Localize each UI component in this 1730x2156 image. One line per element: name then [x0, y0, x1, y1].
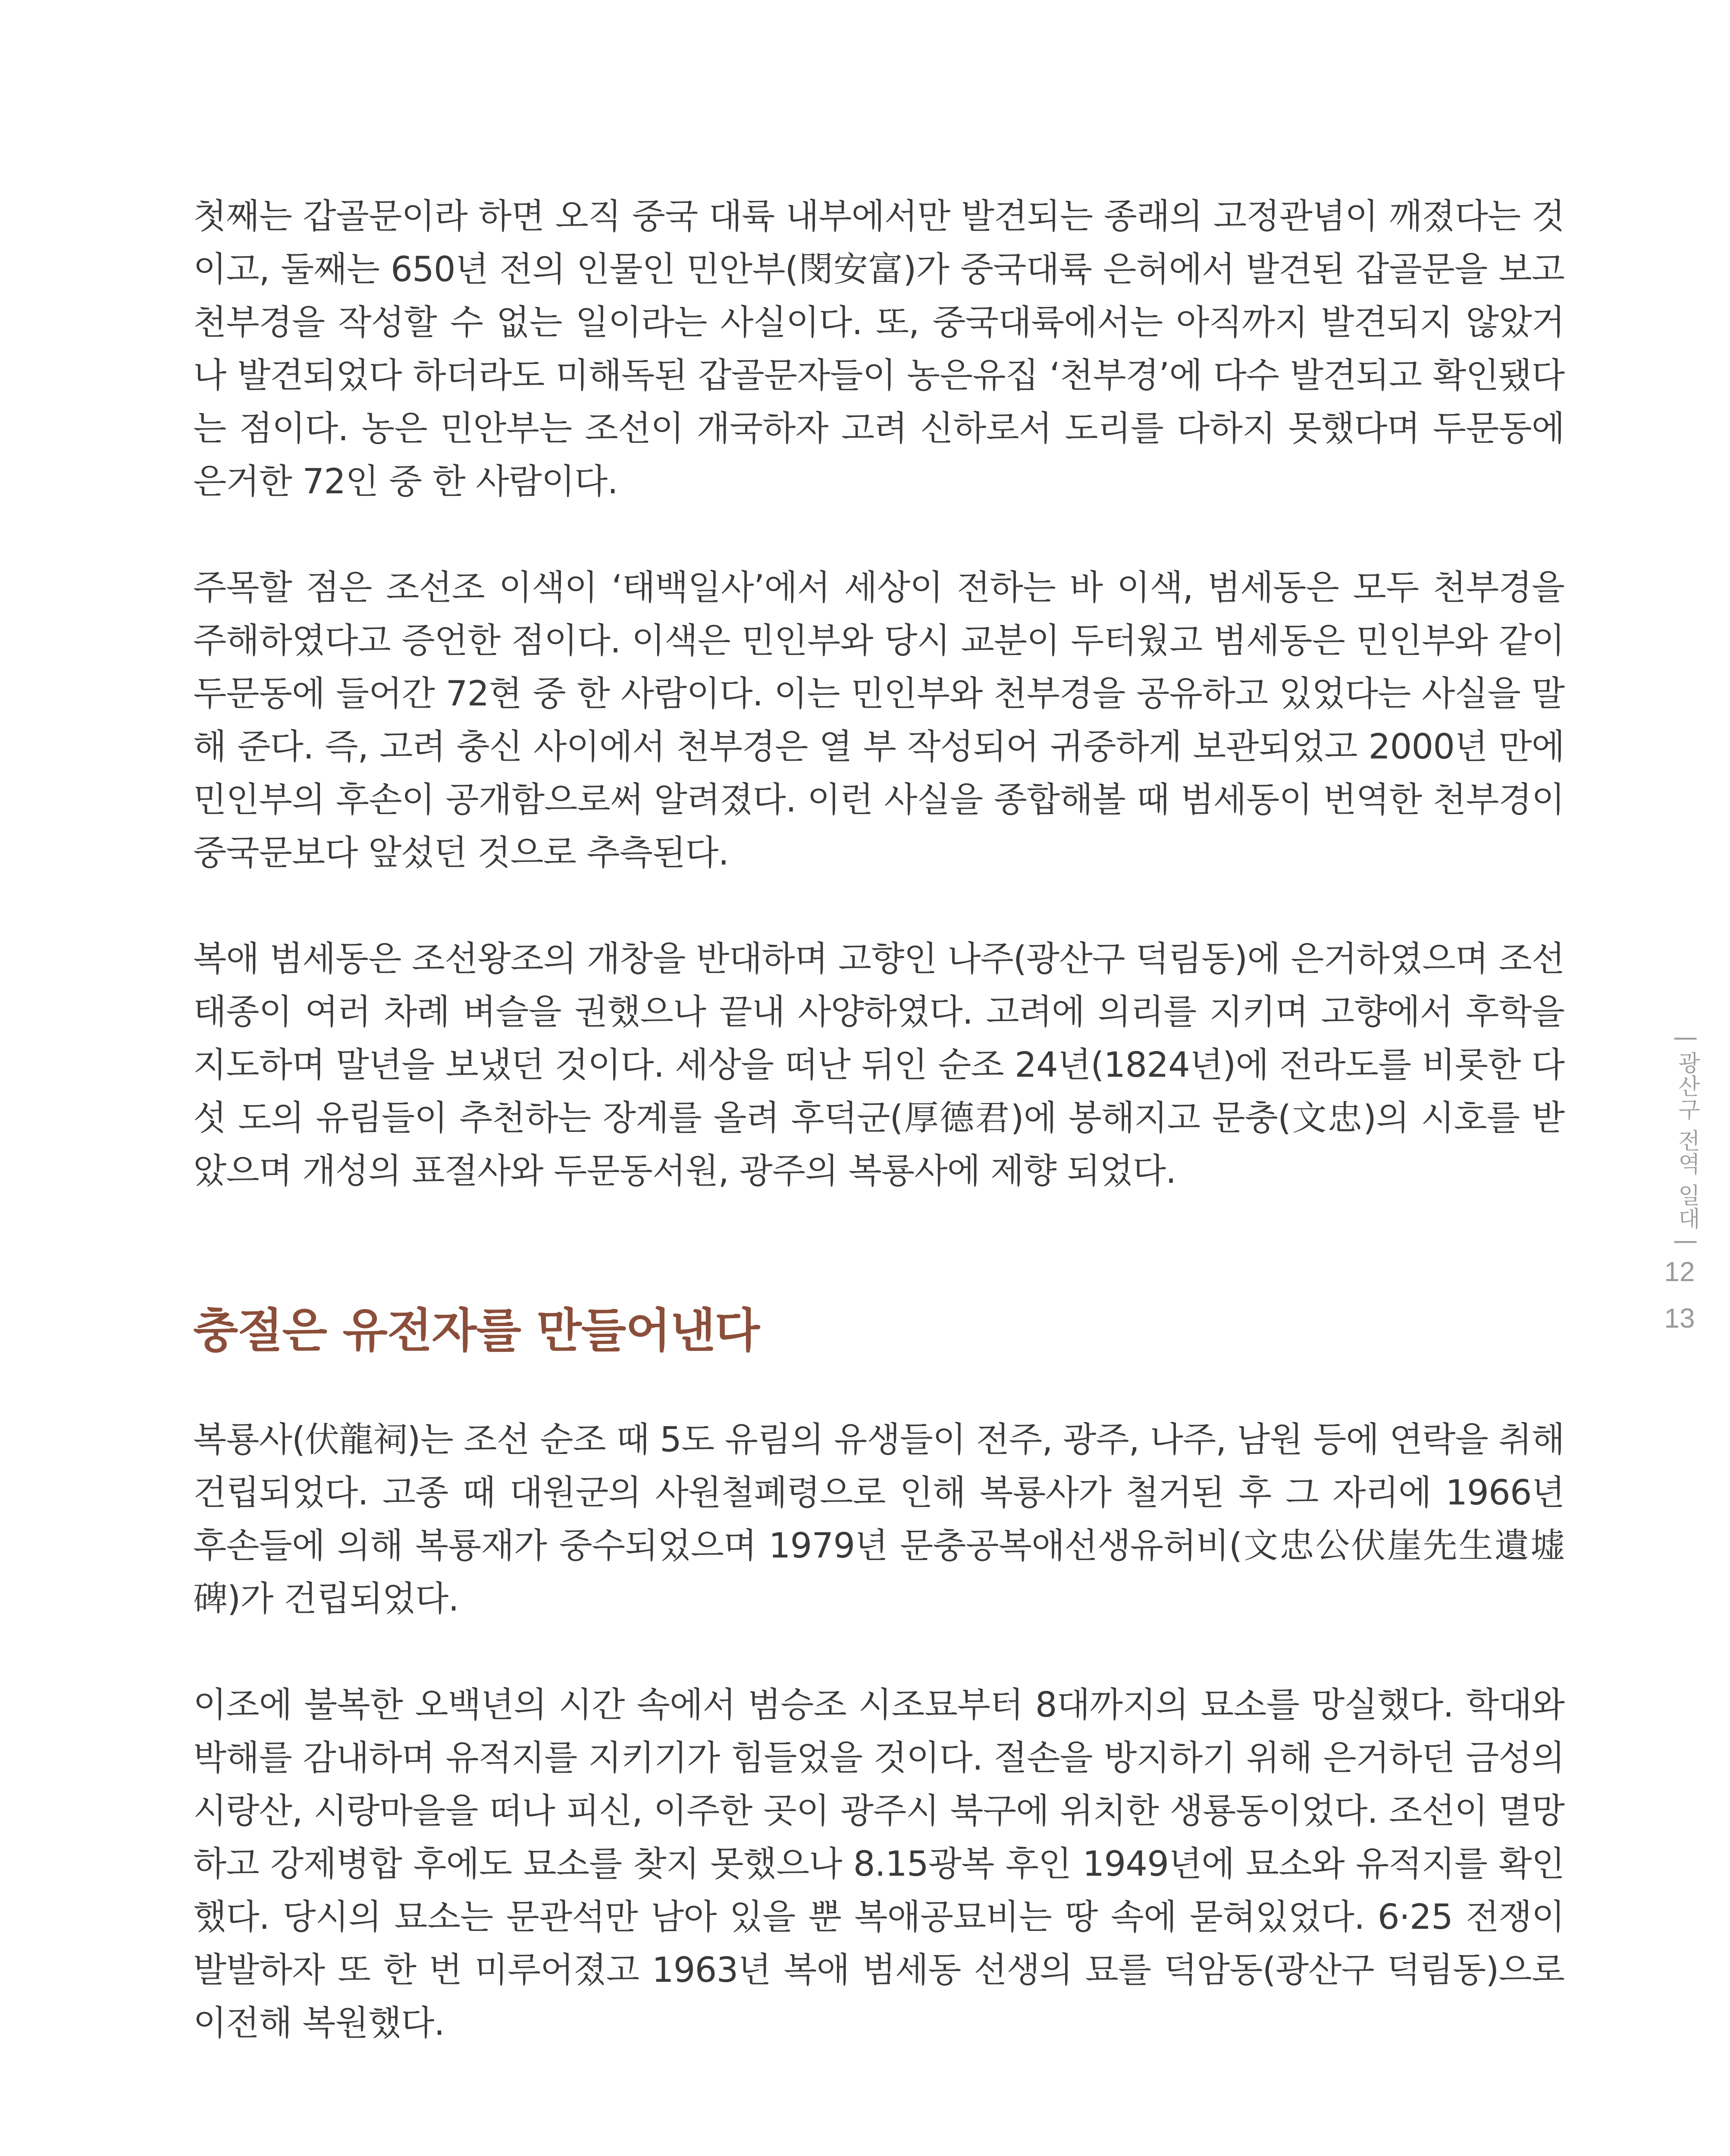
main-content	[193, 190, 1564, 2049]
section-heading: 충절은 유전자를 만들어낸다	[193, 1304, 760, 1358]
body-paragraph-2: 주목할 점은 조선조 이색이 ‘태백일사’에서 세상이 전하는 바 이색, 범세동은 모두 천부경을 주해하였다고 증언한 점이다. 이색은 민인부와 당시 교분이 두터웠고 범세동은 민인부와 같이 두문동에 들어간 72현 중 한 사람이다. 이는 민인부와 천부경을 공유하고 있었다는 사실을 말해 준다. 즉, 고려 충신 사이에서 천부경은 열 부 작성되어 귀중하게 보관되었고 2000년 만에 민인부의 후손이 공개함으로써 알려졌다. 이런 사실을 종합해볼 때 범세동이 번역한 천부경이 중국문보다 앞섰던 것으로 추측된다.	[193, 567, 1564, 873]
body-paragraph-4: 복룡사(伏龍祠)는 조선 순조 때 5도 유림의 유생들이 전주, 광주, 나주, 남원 등에 연락을 취해 건립되었다. 고종 때 대원군의 사원철폐령으로 인해 복룡사가 철거된 후 그 자리에 1966년 후손들에 의해 복룡재가 중수되었으며 1979년 문충공복애선생유허비(文忠公伏崖先生遺墟碑)가 건립되었다.	[193, 1420, 1564, 1619]
body-paragraph-1: 첫째는 갑골문이라 하면 오직 중국 대륙 내부에서만 발견되는 종래의 고정관념이 깨졌다는 것이고, 둘째는 650년 전의 인물인 민안부(閔安富)가 중국대륙 은허에서 발견된 갑골문을 보고 천부경을 작성할 수 없는 일이라는 사실이다. 또, 중국대륙에서는 아직까지 발견되지 않았거나 발견되었다 하더라도 미해독된 갑골문자들이 농은유집 ‘천부경’에 다수 발견되고 확인됐다는 점이다. 농은 민안부는 조선이 개국하자 고려 신하로서 도리를 다하지 못했다며 두문동에 은거한 72인 중 한 사람이다.	[193, 196, 1564, 501]
page-numbers	[1647, 1248, 1712, 1341]
chapter-side-label: | 광산구 전역 일대 |	[1674, 1035, 1700, 1247]
page-number-right: 13	[1664, 1303, 1695, 1334]
body-paragraph-5: 이조에 불복한 오백년의 시간 속에서 범승조 시조묘부터 8대까지의 묘소를 망실했다. 학대와 박해를 감내하며 유적지를 지키기가 힘들었을 것이다. 절손을 방지하기 위해 은거하던 금성의 시랑산, 시랑마을을 떠나 피신, 이주한 곳이 광주시 북구에 위치한 생룡동이었다. 조선이 멸망하고 강제병합 후에도 묘소를 찾지 못했으나 8.15광복 후인 1949년에 묘소와 유적지를 확인했다. 당시의 묘소는 문관석만 남아 있을 뿐 복애공묘비는 땅 속에 묻혀있었다. 6·25 전쟁이 발발하자 또 한 번 미루어졌고 1963년 복애 범세동 선생의 묘를 덕암동(광산구 덕림동)으로 이전해 복원했다.	[193, 1685, 1564, 2043]
page-number-left: 12	[1664, 1256, 1695, 1287]
body-paragraph-3: 복애 범세동은 조선왕조의 개창을 반대하며 고향인 나주(광산구 덕림동)에 은거하였으며 조선 태종이 여러 차례 벼슬을 권했으나 끝내 사양하였다. 고려에 의리를 지키며 고향에서 후학을 지도하며 말년을 보냈던 것이다. 세상을 떠난 뒤인 순조 24년(1824년)에 전라도를 비롯한 다섯 도의 유림들이 추천하는 장계를 올려 후덕군(厚德君)에 봉해지고 문충(文忠)의 시호를 받았으며 개성의 표절사와 두문동서원, 광주의 복룡사에 제향 되었다.	[193, 939, 1564, 1191]
